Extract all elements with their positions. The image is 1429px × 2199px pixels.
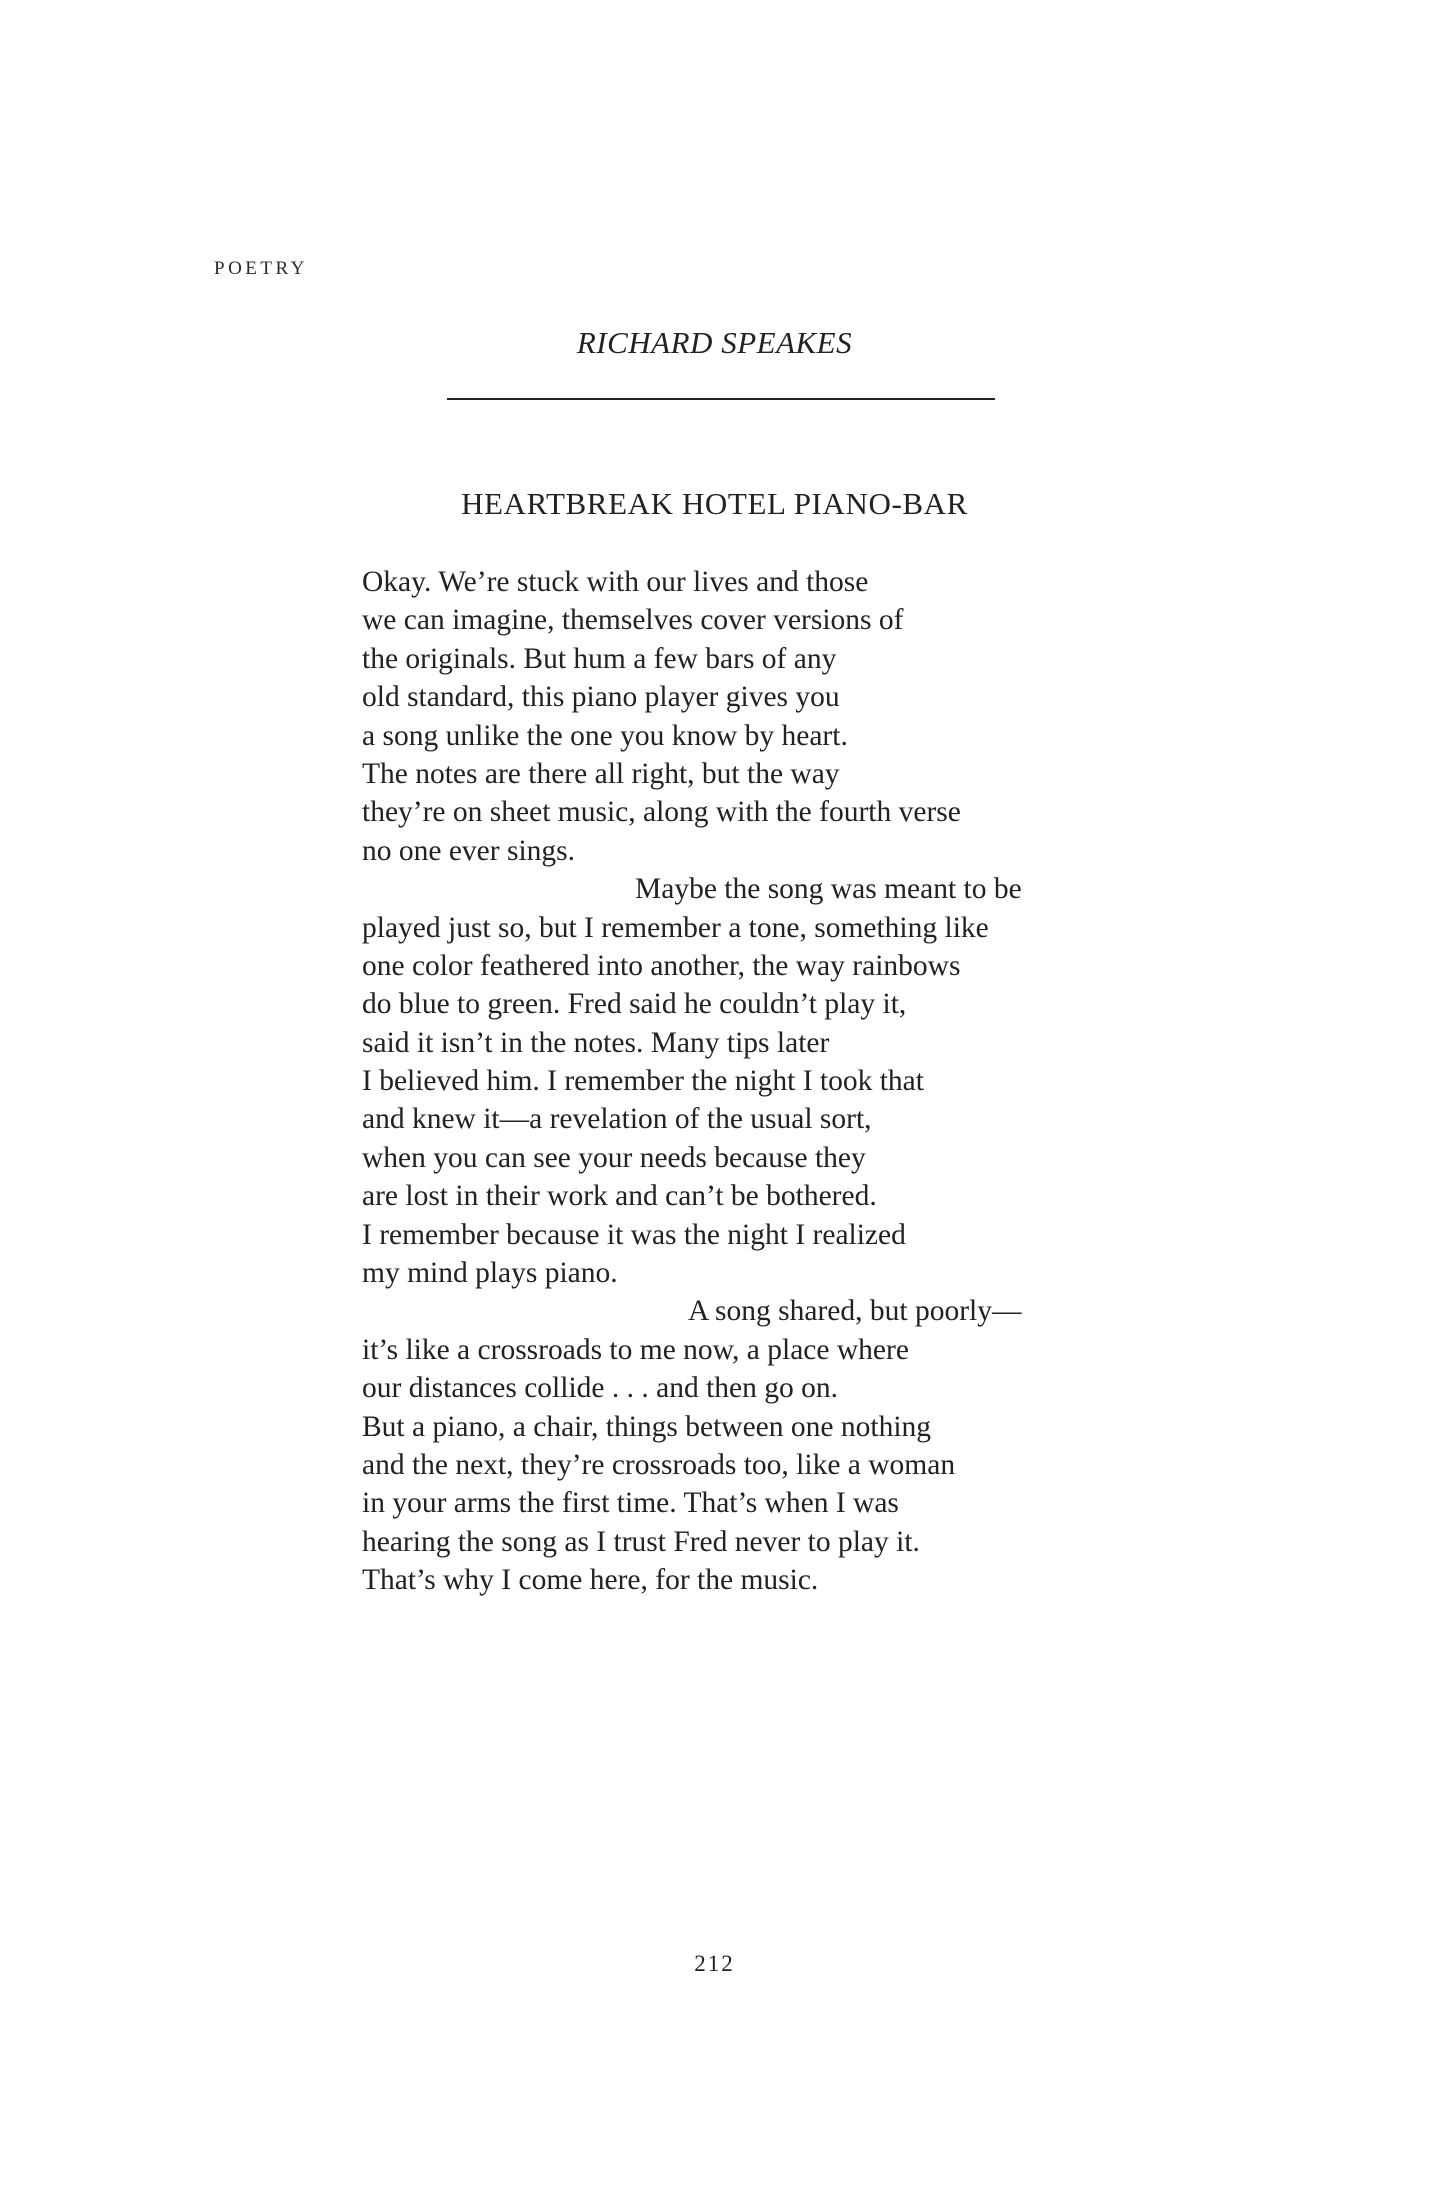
poem-line: A song shared, but poorly— bbox=[688, 1295, 1022, 1328]
poem-line: it’s like a crossroads to me now, a place where bbox=[362, 1333, 909, 1366]
section-label: POETRY bbox=[214, 258, 308, 279]
poem-line: I believed him. I remember the night I took that bbox=[362, 1065, 924, 1098]
poem-line: when you can see your needs because they bbox=[362, 1141, 866, 1174]
poem-line: one color feathered into another, the way rainbows bbox=[362, 949, 961, 982]
poem-line: Maybe the song was meant to be bbox=[635, 873, 1022, 906]
poem-line: are lost in their work and can’t be bothered. bbox=[362, 1180, 877, 1213]
poem-line: But a piano, a chair, things between one nothing bbox=[362, 1410, 932, 1443]
poem-line: the originals. But hum a few bars of any bbox=[362, 642, 837, 675]
poem-line: our distances collide . . . and then go on. bbox=[362, 1372, 838, 1405]
author-name: RICHARD SPEAKES bbox=[576, 325, 853, 360]
poem-line: a song unlike the one you know by heart. bbox=[362, 719, 848, 752]
poem-line: and knew it—a revelation of the usual sort, bbox=[362, 1103, 872, 1136]
poem-line: The notes are there all right, but the way bbox=[362, 757, 840, 790]
poem-line: That’s why I come here, for the music. bbox=[362, 1564, 819, 1597]
poem-line: Okay. We’re stuck with our lives and those bbox=[362, 566, 869, 598]
poem-line: they’re on sheet music, along with the fourth verse bbox=[362, 796, 961, 829]
poem-line: old standard, this piano player gives you bbox=[362, 681, 840, 714]
poem-line: said it isn’t in the notes. Many tips later bbox=[362, 1026, 830, 1059]
poem-line: played just so, but I remember a tone, something like bbox=[362, 911, 989, 944]
poem-line: no one ever sings. bbox=[362, 834, 576, 867]
poem-line: I remember because it was the night I realized bbox=[362, 1218, 906, 1251]
poem-line: hearing the song as I trust Fred never to play it. bbox=[362, 1525, 920, 1558]
poem-line: we can imagine, themselves cover versions of bbox=[362, 604, 904, 637]
poem-body bbox=[362, 563, 1142, 1600]
poem-line: in your arms the first time. That’s when I was bbox=[362, 1487, 899, 1520]
poem-title: HEARTBREAK HOTEL PIANO-BAR bbox=[461, 486, 968, 521]
title-divider bbox=[447, 398, 995, 400]
poem-line: and the next, they’re crossroads too, like a woman bbox=[362, 1448, 956, 1481]
poem-line: my mind plays piano. bbox=[362, 1257, 618, 1290]
page-number: 212 bbox=[694, 1951, 735, 1976]
poem-line: do blue to green. Fred said he couldn’t play it, bbox=[362, 988, 907, 1021]
